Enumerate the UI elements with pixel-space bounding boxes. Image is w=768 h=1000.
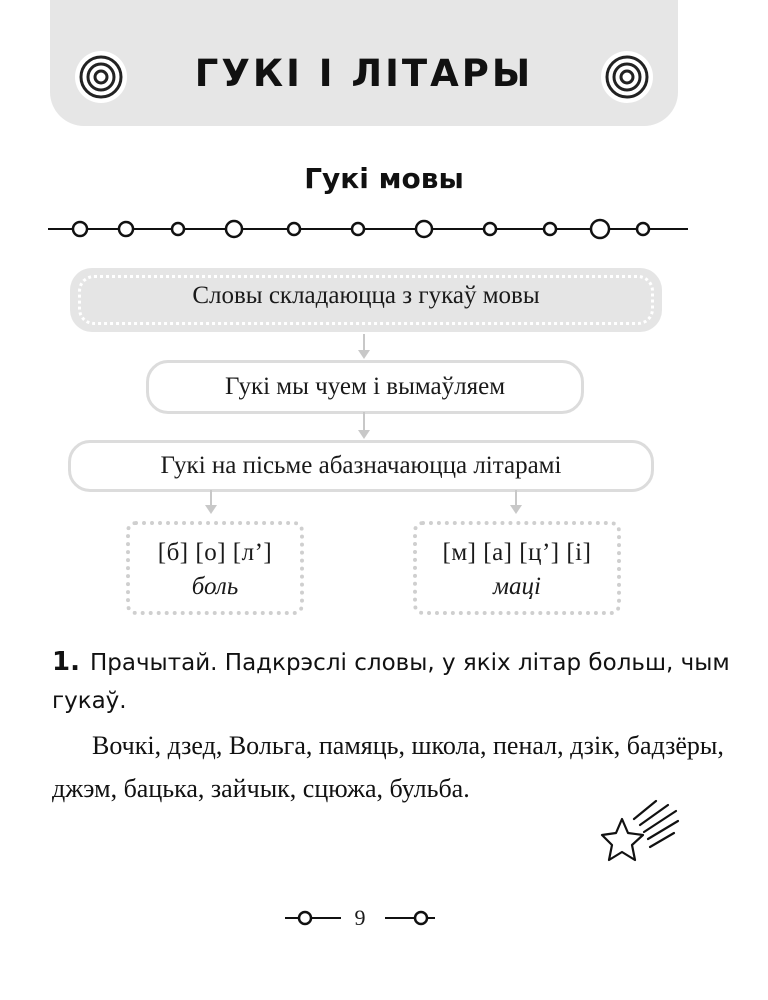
- example-word: маці: [493, 573, 541, 600]
- rule-text-words: Словы складаюцца з гукаў мовы: [192, 282, 540, 309]
- exercise-instruction: [52, 643, 732, 720]
- transcription: [м] [а] [ц’] [і]: [442, 539, 592, 566]
- page-footer: [285, 902, 435, 932]
- down-arrow-icon: [357, 334, 371, 360]
- down-arrow-icon: [204, 490, 218, 516]
- down-arrow-icon: [357, 412, 371, 440]
- rule-box-letters: [68, 440, 654, 492]
- bead-divider: [48, 214, 688, 244]
- rule-box-words: [70, 268, 662, 332]
- rule-box-hear: [146, 360, 584, 414]
- exercise-number: 1.: [52, 647, 80, 677]
- swirl-icon: [598, 48, 656, 106]
- example-box-left: [126, 521, 304, 615]
- rule-text-letters: Гукі на пісьме абазначаюцца літарамі: [160, 452, 562, 479]
- transcription: [б] [о] [л’]: [157, 539, 273, 566]
- chapter-header: [50, 0, 678, 126]
- down-arrow-icon: [509, 490, 523, 516]
- section-title: Гукі мовы: [304, 162, 464, 195]
- rule-text-hear: Гукі мы чуем і вымаўляем: [224, 373, 506, 400]
- page-number: 9: [354, 905, 366, 930]
- exercise-text: Вочкі, дзед, Вольга, памяць, школа, пенал, дзік, бадзёры, джэм, бацька, зайчык, сцюжа, бульба.: [52, 731, 724, 803]
- example-box-right: [413, 521, 621, 615]
- shooting-star-icon: [598, 797, 682, 865]
- instruction-text: Прачытай. Падкрэслі словы, у якіх літар больш, чым гукаў.: [52, 650, 730, 714]
- chapter-title: ГУКІ І ЛІТАРЫ: [194, 52, 534, 95]
- example-word: боль: [191, 573, 239, 600]
